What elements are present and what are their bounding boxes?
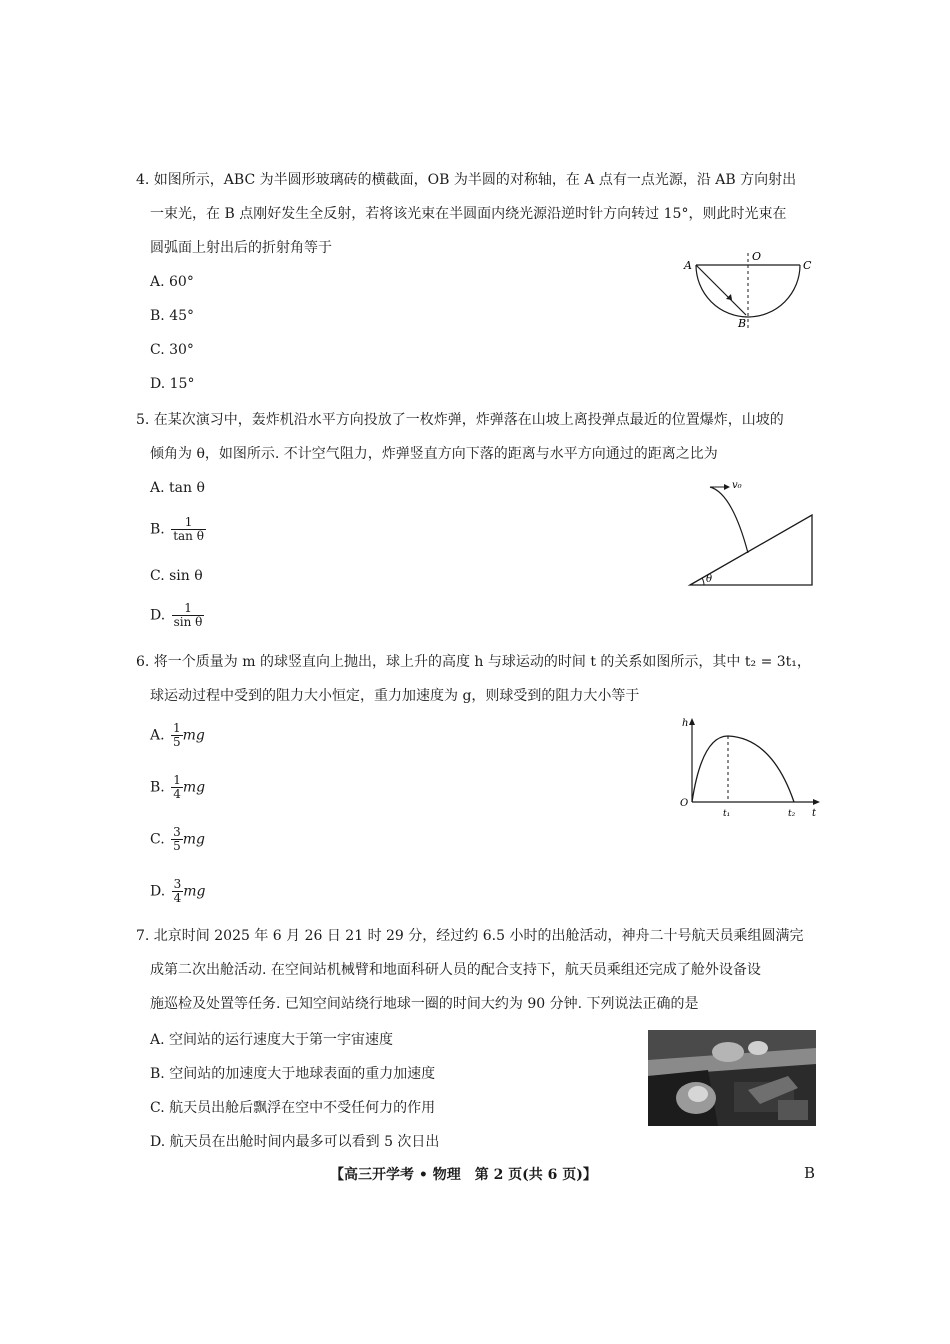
q4-label-a: A	[684, 259, 692, 272]
q7-option-d: D. 航天员在出舱时间内最多可以看到 5 次日出	[150, 1134, 440, 1150]
q4-stem-line-1: 4. 如图所示，ABC 为半圆形玻璃砖的横截面，OB 为半圆的对称轴，在 A 点有一点光源，沿 AB 方向射出	[136, 172, 797, 188]
q4-option-b: B. 45°	[150, 308, 195, 324]
q5-stem-line-2: 倾角为 θ，如图所示. 不计空气阻力，炸弹竖直方向下落的距离与水平方向通过的距离之比为	[150, 446, 718, 462]
q4-stem-line-2: 一束光，在 B 点刚好发生全反射，若将该光束在半圆面内绕光源沿逆时针方向转过 15°，则此时光束在	[150, 206, 787, 222]
q6-label-t2: t₂	[788, 809, 796, 819]
edition-mark: B	[804, 1164, 816, 1182]
q4-option-d: D. 15°	[150, 376, 195, 392]
q6-option-c: C. $\frac{3}{5}$ mg	[150, 825, 206, 853]
q6-height-time-graph	[676, 712, 826, 822]
q7-option-a: A. 空间站的运行速度大于第一宇宙速度	[150, 1032, 394, 1048]
q7-option-c: C. 航天员出舱后飘浮在空中不受任何力的作用	[150, 1100, 436, 1116]
page-footer: 【高三开学考 • 物理 第 2 页(共 6 页)】	[330, 1167, 597, 1183]
q7-astronaut-photo	[648, 1030, 816, 1126]
q5-slope-figure	[680, 475, 820, 590]
q4-label-o: O	[752, 250, 762, 263]
q6-option-b: B. $\frac{1}{4}$ mg	[150, 773, 206, 801]
q6-option-a: A. $\frac{1}{5}$ mg	[150, 721, 205, 749]
q6-label-t1: t₁	[723, 809, 731, 819]
q4-label-c: C	[803, 259, 812, 272]
q4-stem-line-3: 圆弧面上射出后的折射角等于	[150, 240, 332, 256]
q4-label-b: B	[738, 317, 747, 330]
q5-option-d: D. $\frac{1}{\text{sin θ}}$	[150, 601, 203, 629]
q6-label-t: t	[812, 808, 817, 819]
q5-label-v0: v₀	[732, 480, 742, 491]
q5-label-theta: θ	[706, 574, 713, 585]
q5-option-a: A. tan θ	[150, 480, 205, 496]
q7-stem-line-2: 成第二次出舱活动. 在空间站机械臂和地面科研人员的配合支持下，航天员乘组还完成了舱外设备设	[150, 962, 761, 978]
q4-option-a: A. 60°	[150, 274, 194, 290]
q5-option-b: B. $\frac{1}{\text{tan θ}}$	[150, 515, 204, 543]
q4-semicircle-figure	[680, 245, 820, 335]
q6-option-d: D. $\frac{3}{4}$ mg	[150, 877, 206, 905]
q7-option-b: B. 空间站的加速度大于地球表面的重力加速度	[150, 1066, 436, 1082]
q4-option-c: C. 30°	[150, 342, 194, 358]
q6-label-o: O	[680, 798, 689, 809]
q6-stem-line-2: 球运动过程中受到的阻力大小恒定，重力加速度为 g，则球受到的阻力大小等于	[150, 688, 640, 704]
q6-label-h: h	[682, 718, 689, 729]
q6-stem-line-1: 6. 将一个质量为 m 的球竖直向上抛出，球上升的高度 h 与球运动的时间 t 的关系如图所示，其中 t₂ = 3t₁，	[136, 654, 811, 670]
q7-stem-line-3: 施巡检及处置等任务. 已知空间站绕行地球一圈的时间大约为 90 分钟. 下列说法正确的是	[150, 996, 699, 1012]
q5-option-c: C. sin θ	[150, 568, 203, 584]
q7-stem-line-1: 7. 北京时间 2025 年 6 月 26 日 21 时 29 分，经过约 6.5 小时的出舱活动，神舟二十号航天员乘组圆满完	[136, 928, 804, 944]
q5-stem-line-1: 5. 在某次演习中，轰炸机沿水平方向投放了一枚炸弹，炸弹落在山坡上离投弹点最近的位置爆炸，山坡的	[136, 412, 784, 428]
